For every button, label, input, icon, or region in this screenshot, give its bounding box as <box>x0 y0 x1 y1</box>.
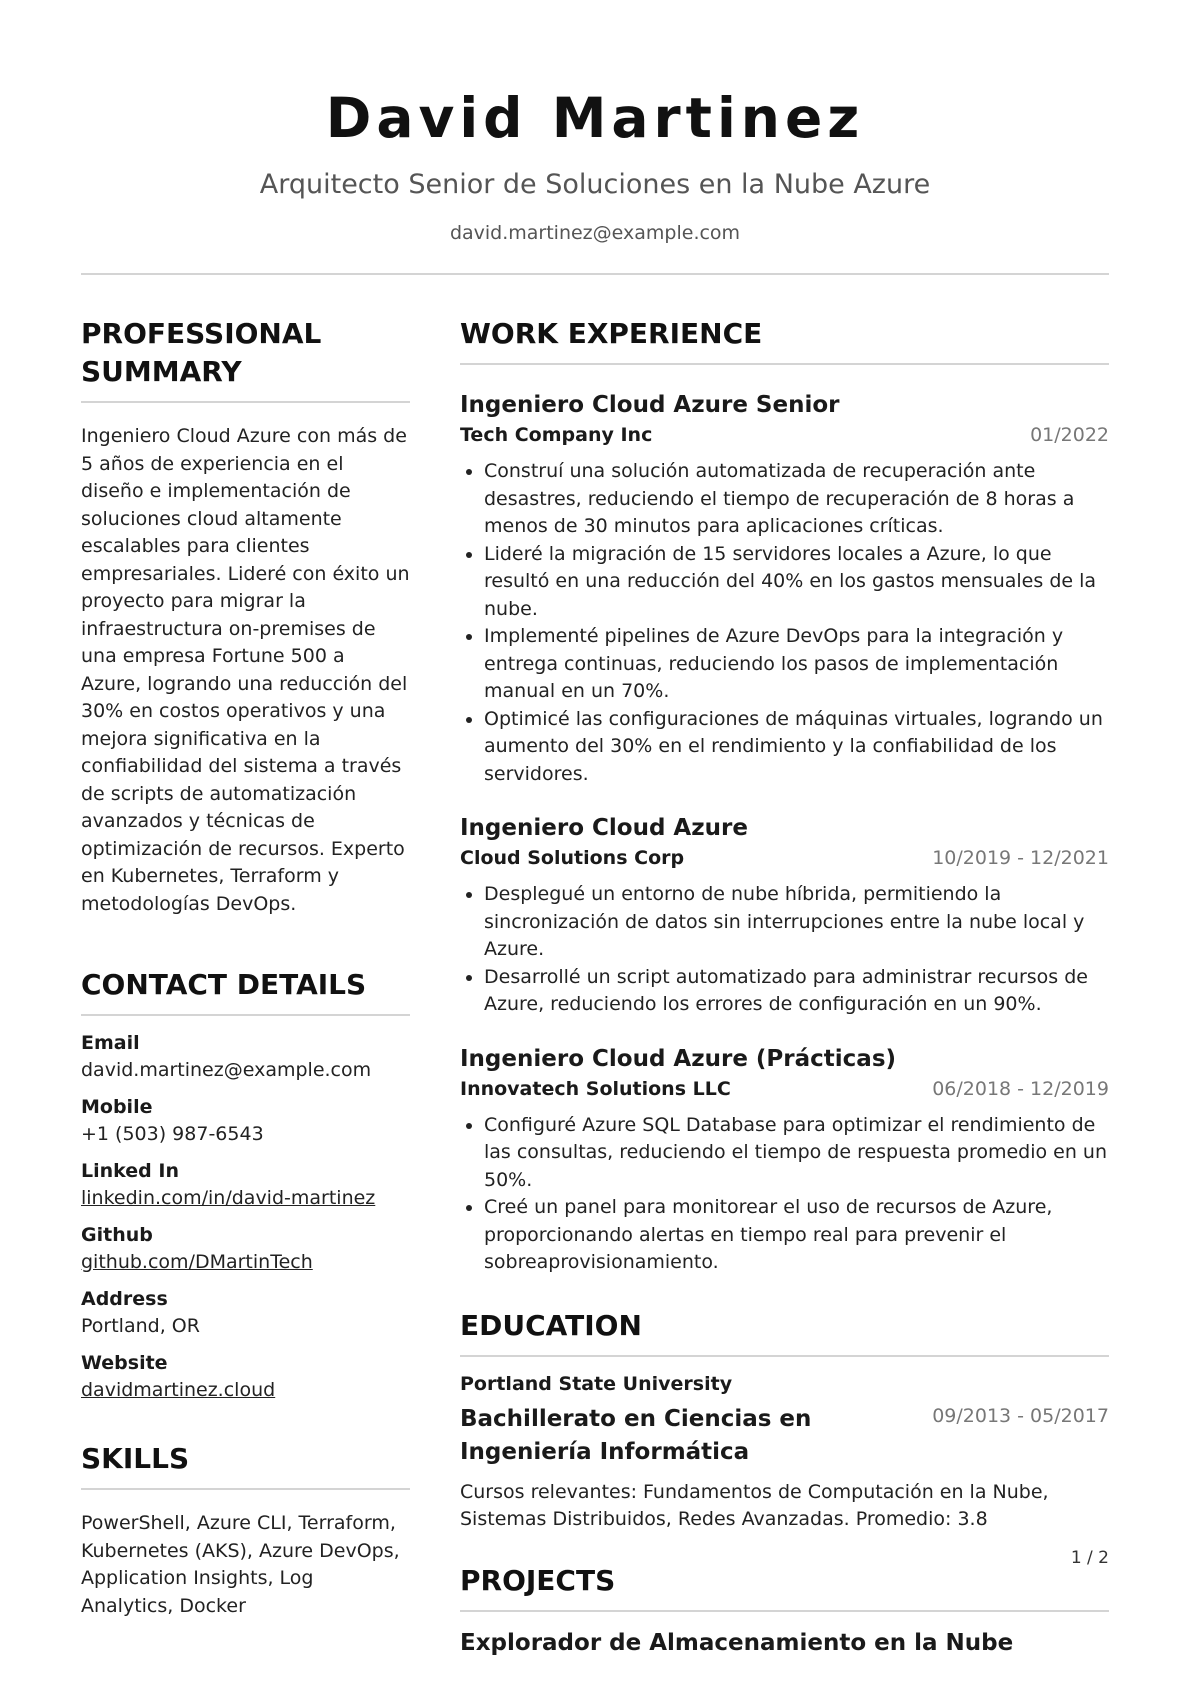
job-title: Ingeniero Cloud Azure <box>460 815 748 841</box>
job-company: Cloud Solutions Corp <box>460 847 685 869</box>
header-divider <box>81 273 1109 275</box>
job-company: Tech Company Inc <box>460 424 653 446</box>
job-meta <box>460 845 1109 871</box>
projects-section <box>460 1562 1109 1658</box>
summary-text: Ingeniero Cloud Azure con más de 5 años de experiencia en el diseño e implementación de soluciones cloud altamente escalables para clientes empresariales. Lideré con éxito un proyecto para migrar la infraestructura on-premises de una empresa Fortune 500 a Azure, logrando una reducción del 30% en costos operativos y una mejora significativa en la confiabilidad del sistema a través de scripts de automatización avanzados y técnicas de optimización de recursos. Experto en Kubernetes, Terraform y metodologías DevOps. <box>81 425 410 915</box>
contact-label: Address <box>81 1288 168 1310</box>
contact-value: david.martinez@example.com <box>81 1059 372 1081</box>
education-section <box>460 1307 1109 1534</box>
education-dates: 09/2013 - 05/2017 <box>932 1404 1109 1427</box>
candidate-name: David Martinez <box>325 86 865 150</box>
right-column <box>460 315 1109 1658</box>
section-divider <box>81 1488 410 1490</box>
website-link[interactable]: davidmartinez.cloud <box>81 1379 276 1401</box>
candidate-title: Arquitecto Senior de Soluciones en la Nube Azure <box>259 169 931 200</box>
header-email: david.martinez@example.com <box>449 222 741 244</box>
contact-label: Github <box>81 1224 153 1246</box>
contact-label: Website <box>81 1352 168 1374</box>
job-bullet: • Desarrollé un script automatizado para administrar recursos de Azure, reduciendo los errores de configuración en un 90%. <box>484 964 1109 1019</box>
job-entry <box>460 813 1109 1019</box>
contact-heading: CONTACT DETAILS <box>81 968 367 1001</box>
job-bullet: • Optimicé las configuraciones de máquinas virtuales, logrando un aumento del 30% en el rendimiento y la confiabilidad de los servidores. <box>484 706 1109 789</box>
contact-website <box>81 1350 410 1404</box>
job-dates: 10/2019 - 12/2021 <box>932 847 1109 869</box>
job-bullets <box>460 458 1109 788</box>
contact-mobile <box>81 1094 410 1148</box>
job-dates: 01/2022 <box>1030 424 1109 446</box>
contact-linkedin <box>81 1158 410 1212</box>
job-bullet: • Lideré la migración de 15 servidores locales a Azure, lo que resultó en una reducción del 40% en los gastos mensuales de la nube. <box>484 541 1109 624</box>
contact-label: Linked In <box>81 1160 179 1182</box>
contact-list <box>81 1030 410 1404</box>
experience-heading: WORK EXPERIENCE <box>460 317 763 350</box>
job-bullet: • Implementé pipelines de Azure DevOps para la integración y entrega continuas, reduciendo los pasos de implementación manual en un 70%. <box>484 623 1109 706</box>
page-number: 1 / 2 <box>1070 1548 1109 1568</box>
job-meta <box>460 1076 1109 1102</box>
linkedin-link[interactable]: linkedin.com/in/david-martinez <box>81 1187 376 1209</box>
section-divider <box>81 401 410 403</box>
resume-header <box>81 0 1109 275</box>
contact-address <box>81 1286 410 1340</box>
section-divider <box>460 1355 1109 1357</box>
contact-section <box>81 966 410 1404</box>
job-bullets <box>460 1112 1109 1277</box>
skills-section <box>81 1440 410 1620</box>
contact-github <box>81 1222 410 1276</box>
education-meta <box>460 1403 1109 1469</box>
job-bullet: • Desplegué un entorno de nube híbrida, permitiendo la sincronización de datos sin interrupciones entre la nube local y Azure. <box>484 881 1109 964</box>
job-entry <box>460 390 1109 788</box>
job-bullets <box>460 881 1109 1019</box>
section-divider <box>81 1014 410 1016</box>
job-bullet: • Construí una solución automatizada de recuperación ante desastres, reduciendo el tiempo de recuperación de 8 horas a menos de 30 minutos para aplicaciones críticas. <box>484 458 1109 541</box>
job-title: Ingeniero Cloud Azure (Prácticas) <box>460 1045 897 1072</box>
skills-text: PowerShell, Azure CLI, Terraform, Kubernetes (AKS), Azure DevOps, Application Insights, Log Analytics, Docker <box>81 1512 400 1617</box>
contact-label: Email <box>81 1032 140 1054</box>
contact-email <box>81 1030 410 1084</box>
job-title: Ingeniero Cloud Azure Senior <box>460 392 840 418</box>
job-entry <box>460 1044 1109 1277</box>
job-dates: 06/2018 - 12/2019 <box>932 1077 1109 1100</box>
job-meta <box>460 422 1109 448</box>
contact-label: Mobile <box>81 1096 153 1118</box>
contact-value: +1 (503) 987-6543 <box>81 1123 264 1145</box>
experience-section <box>460 315 1109 1277</box>
skills-heading: SKILLS <box>81 1442 190 1475</box>
job-bullet: • Configuré Azure SQL Database para optimizar el rendimiento de las consultas, reduciendo el tiempo de respuesta promedio en un 50%. <box>484 1112 1109 1195</box>
project-title: Explorador de Almacenamiento en la Nube <box>460 1629 1014 1656</box>
resume-columns <box>81 315 1109 1658</box>
job-company: Innovatech Solutions LLC <box>460 1077 731 1100</box>
summary-heading: PROFESSIONAL SUMMARY <box>81 317 322 388</box>
section-divider <box>460 363 1109 365</box>
left-column <box>81 315 410 1658</box>
education-degree: Bachillerato en Ciencias en Ingeniería Informática <box>460 1405 812 1465</box>
projects-heading: PROJECTS <box>460 1563 616 1597</box>
education-school: Portland State University <box>460 1372 733 1395</box>
job-bullet: • Creé un panel para monitorear el uso de recursos de Azure, proporcionando alertas en tiempo real para prevenir el sobreaprovisionamiento. <box>484 1194 1109 1277</box>
education-heading: EDUCATION <box>460 1308 642 1342</box>
summary-section <box>81 315 410 918</box>
section-divider <box>460 1610 1109 1612</box>
contact-value: Portland, OR <box>81 1315 200 1337</box>
education-description: Cursos relevantes: Fundamentos de Computación en la Nube, Sistemas Distribuidos, Redes Avanzadas. Promedio: 3.8 <box>460 1480 1049 1530</box>
github-link[interactable]: github.com/DMartinTech <box>81 1251 313 1273</box>
